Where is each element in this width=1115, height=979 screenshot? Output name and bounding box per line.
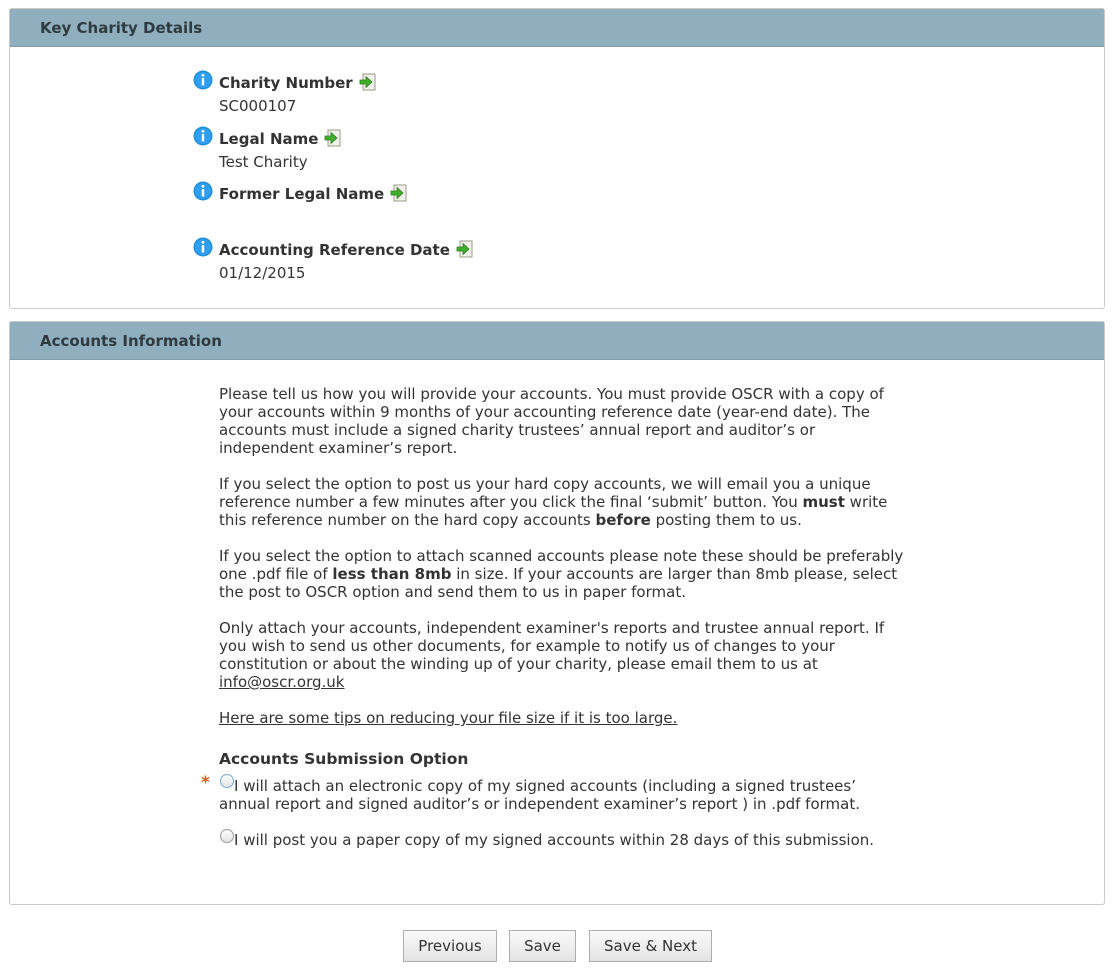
save-button[interactable]: Save xyxy=(509,930,576,962)
former-legal-name-label: Former Legal Name xyxy=(219,185,385,203)
attachments-paragraph: Only attach your accounts, independent examiner's reports and trustee annual report. If you wish to send us other documents, for example to notify us of changes to your constitution or about the winding up of your charity, please email them to us at info@oscr.org.uk xyxy=(219,619,885,691)
green-arrow-document-icon[interactable] xyxy=(359,73,377,91)
option-electronic-label[interactable]: I will attach an electronic copy of my signed accounts (including a signed trustees’ annual report and signed auditor’s or independent examiner’s report ) in .pdf format. xyxy=(219,777,860,813)
submission-option-label: Accounts Submission Option xyxy=(219,750,469,768)
info-icon[interactable] xyxy=(193,70,213,90)
tips-link-block xyxy=(219,709,909,727)
email-link[interactable]: info@oscr.org.uk xyxy=(219,673,345,691)
info-icon[interactable] xyxy=(193,126,213,146)
green-arrow-document-icon[interactable] xyxy=(456,240,474,258)
key-charity-details-panel xyxy=(9,8,1105,309)
accounts-information-panel xyxy=(9,321,1105,905)
accounting-reference-date-label: Accounting Reference Date xyxy=(219,241,450,259)
charity-number-label: Charity Number xyxy=(219,74,353,92)
green-arrow-document-icon[interactable] xyxy=(324,129,342,147)
green-arrow-document-icon[interactable] xyxy=(390,184,408,202)
info-icon[interactable] xyxy=(193,181,213,201)
charity-number-value: SC000107 xyxy=(219,97,297,115)
legal-name-value: Test Charity xyxy=(219,153,308,171)
info-icon[interactable] xyxy=(193,237,213,257)
previous-button[interactable]: Previous xyxy=(403,930,497,962)
file-size-tips-link[interactable]: Here are some tips on reducing your file size if it is too large. xyxy=(219,709,678,727)
post-option-paragraph: If you select the option to post us your hard copy accounts, we will email you a unique reference number a few minutes after you click the final ‘submit’ button. You must write this reference number on the hard copy accounts before posting them to us. xyxy=(219,475,888,529)
legal-name-label: Legal Name xyxy=(219,130,319,148)
panel-header-key-charity-details: Key Charity Details xyxy=(10,9,1104,47)
accounting-reference-date-value: 01/12/2015 xyxy=(219,264,306,282)
save-next-button[interactable]: Save & Next xyxy=(589,930,712,962)
required-asterisk: * xyxy=(201,773,210,793)
scan-option-paragraph: If you select the option to attach scanned accounts please note these should be preferably one .pdf file of less than 8mb in size. If your accounts are larger than 8mb please, select the post to OSCR option and send them to us in paper format. xyxy=(219,547,904,601)
panel-header-accounts-information: Accounts Information xyxy=(10,322,1104,360)
option-paper-label[interactable]: I will post you a paper copy of my signed accounts within 28 days of this submission. xyxy=(234,831,875,849)
intro-paragraph: Please tell us how you will provide your accounts. You must provide OSCR with a copy of your accounts within 9 months of your accounting reference date (year-end date). The accounts must include a signed charity trustees’ annual report and auditor’s or independent examiner’s report. xyxy=(219,385,884,457)
